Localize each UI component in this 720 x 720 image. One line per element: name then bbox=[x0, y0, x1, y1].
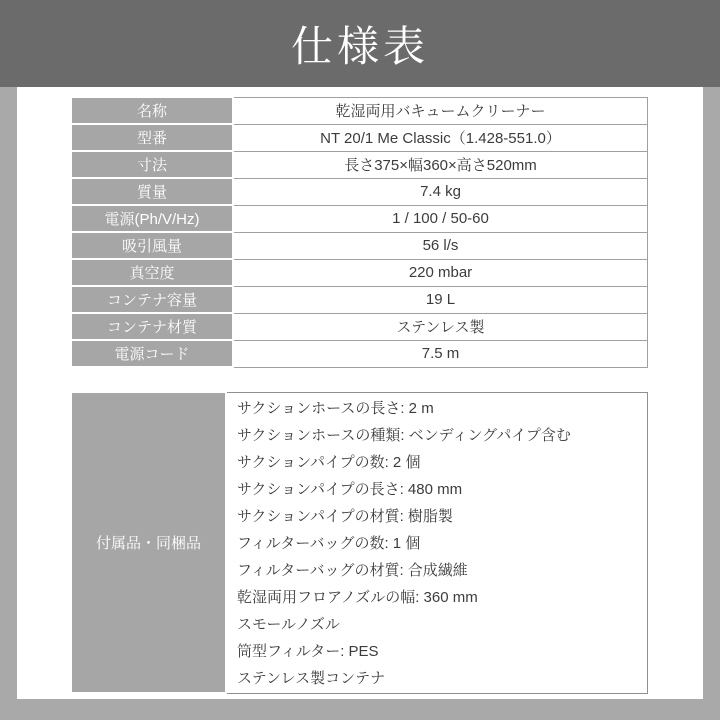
spec-row-label: 吸引風量 bbox=[71, 232, 233, 259]
spec-row-label: 電源コード bbox=[71, 340, 233, 367]
title-bar bbox=[0, 0, 720, 87]
page-title: 仕様表 bbox=[290, 22, 429, 70]
spec-row bbox=[71, 313, 648, 340]
spec-row-value: 220 mbar bbox=[233, 259, 648, 286]
spec-row bbox=[71, 124, 648, 151]
content-card bbox=[17, 87, 703, 699]
accessory-item: 筒型フィルター: PES bbox=[237, 643, 379, 661]
spec-row-value: 長さ375×幅360×高さ520mm bbox=[233, 151, 648, 178]
accessory-item: スモールノズル bbox=[237, 616, 340, 634]
spec-row bbox=[71, 286, 648, 313]
accessory-item: サクションパイプの材質: 樹脂製 bbox=[237, 507, 453, 525]
accessories-label: 付属品・同梱品 bbox=[71, 392, 226, 693]
spec-table-body bbox=[71, 97, 648, 367]
spec-table bbox=[70, 96, 648, 368]
spec-row bbox=[71, 259, 648, 286]
accessory-item: サクションパイプの数: 2 個 bbox=[237, 453, 421, 471]
spec-row-value: 7.5 m bbox=[233, 340, 648, 367]
spec-row-value: 乾湿両用バキュームクリーナー bbox=[233, 97, 648, 124]
accessory-item: サクションパイプの長さ: 480 mm bbox=[237, 480, 463, 498]
accessory-item: サクションホースの長さ: 2 m bbox=[237, 399, 434, 417]
accessories-list bbox=[226, 392, 648, 693]
accessory-item: ステンレス製コンテナ bbox=[237, 670, 386, 688]
accessory-item: フィルターバッグの数: 1 個 bbox=[237, 534, 421, 552]
spec-row bbox=[71, 340, 648, 367]
spec-row bbox=[71, 205, 648, 232]
accessories-row bbox=[71, 392, 648, 693]
spec-row bbox=[71, 151, 648, 178]
spec-row-value: 1 / 100 / 50-60 bbox=[233, 205, 648, 232]
spec-row-label: 寸法 bbox=[71, 151, 233, 178]
spec-row-label: コンテナ材質 bbox=[71, 313, 233, 340]
spec-row bbox=[71, 97, 648, 124]
spec-row bbox=[71, 232, 648, 259]
spec-row-value: 56 l/s bbox=[233, 232, 648, 259]
spec-row-value: 19 L bbox=[233, 286, 648, 313]
spec-row bbox=[71, 178, 648, 205]
spec-row-value: NT 20/1 Me Classic（1.428-551.0） bbox=[233, 124, 648, 151]
spec-row-label: コンテナ容量 bbox=[71, 286, 233, 313]
spec-row-label: 名称 bbox=[71, 97, 233, 124]
spec-row-label: 電源(Ph/V/Hz) bbox=[71, 205, 233, 232]
spec-row-value: 7.4 kg bbox=[233, 178, 648, 205]
spec-row-label: 質量 bbox=[71, 178, 233, 205]
spec-row-value: ステンレス製 bbox=[233, 313, 648, 340]
spec-row-label: 真空度 bbox=[71, 259, 233, 286]
accessory-item: サクションホースの種類: ベンディングパイプ含む bbox=[237, 426, 571, 444]
accessories-table bbox=[70, 391, 648, 694]
accessories-table-body bbox=[71, 392, 648, 693]
accessory-item: フィルターバッグの材質: 合成繊維 bbox=[237, 562, 468, 580]
spec-row-label: 型番 bbox=[71, 124, 233, 151]
accessory-item: 乾湿両用フロアノズルの幅: 360 mm bbox=[237, 589, 478, 607]
